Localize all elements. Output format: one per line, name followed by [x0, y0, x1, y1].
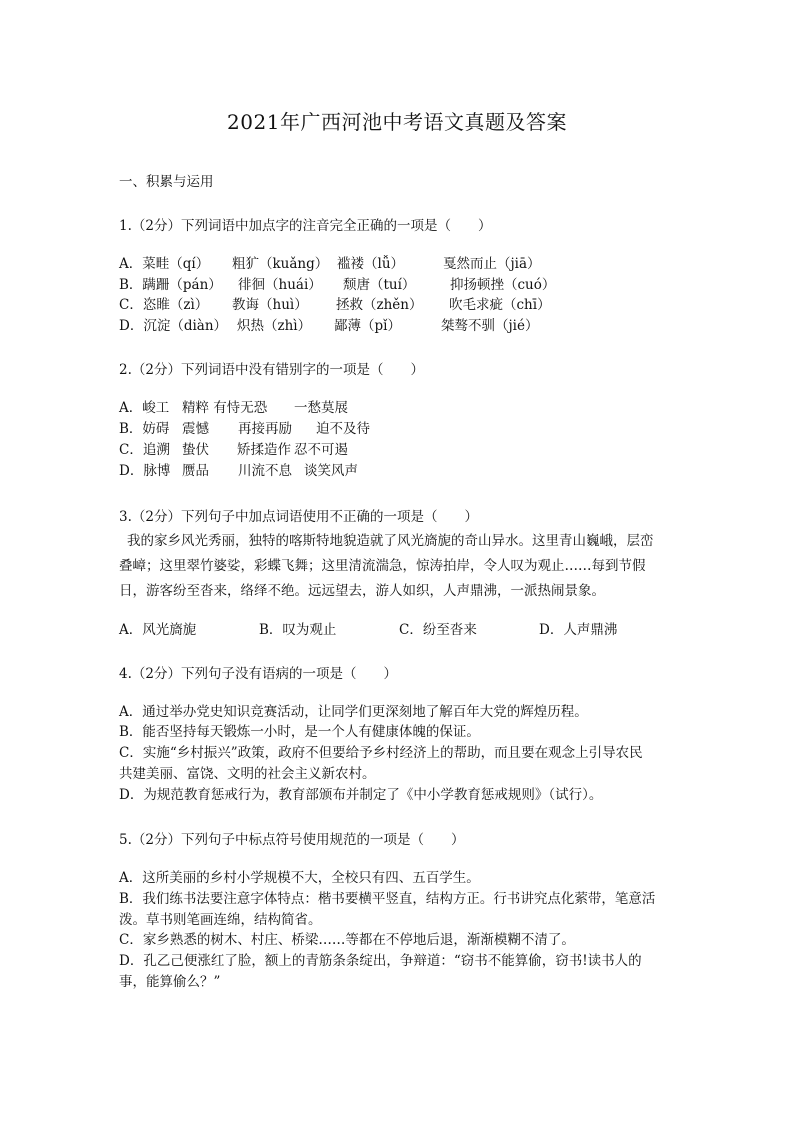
q1-option-a-2: 粗犷（kuǎng）: [232, 256, 329, 272]
q1-option-b-3: 颓唐（tuí）: [343, 277, 416, 293]
q5-option-d-line-1: D．孔乙己便涨红了脸，额上的青筋条条绽出，争辩道：“窃书不能算偷，窃书!读书人的: [119, 953, 642, 969]
q2-option-a-3: 一愁莫展: [294, 400, 348, 416]
q4-option-d: D．为规范教育惩戒行为，教育部颁布并制定了《中小学教育惩戒规则》（试行）。: [119, 787, 603, 803]
q3-passage-line-3: 日，游客纷至沓来，络绎不绝。远远望去，游人如织，人声鼎沸，一派热闹景象。: [119, 583, 605, 599]
q3-option-c: C．纷至沓来: [399, 622, 477, 638]
q5-option-c: C．家乡熟悉的树木、村庄、桥梁……等都在不停地后退，渐渐模糊不清了。: [119, 932, 575, 948]
q2-option-c-1: C．追溯: [119, 442, 170, 458]
question-1-stem: 1.（2分）下列词语中加点字的注音完全正确的一项是（ ）: [119, 218, 492, 234]
q2-option-c-4: 忍不可遏: [294, 442, 348, 458]
q1-option-d-1: D．沉淀（diàn）: [119, 318, 228, 334]
q4-option-b: B．能否坚持每天锻炼一小时，是一个人有健康体魄的保证。: [119, 724, 480, 740]
q3-option-b: B．叹为观止: [259, 622, 337, 638]
q2-option-a-2: 精粹 有恃无恐: [182, 400, 268, 416]
q1-option-c-4: 吹毛求疵（chī）: [449, 297, 551, 313]
q2-option-c-2: 蛰伏: [182, 442, 209, 458]
question-3-stem: 3.（2分）下列句子中加点词语使用不正确的一项是（ ）: [119, 509, 478, 525]
question-4-stem: 4.（2分）下列句子没有语病的一项是（ ）: [119, 666, 397, 682]
section-heading: 一、积累与运用: [119, 174, 214, 190]
q2-option-d-1: D．脉博: [119, 463, 171, 479]
q2-option-b-3: 再接再励: [238, 421, 292, 437]
q3-passage-line-2: 叠嶂；这里翠竹婆娑，彩蝶飞舞；这里清流湍急，惊涛拍岸，令人叹为观止……每到节假: [119, 558, 646, 574]
q3-passage-line-1: 我的家乡风光秀丽，独特的喀斯特地貌造就了风光旖旎的奇山异水。这里青山巍峨，层峦: [127, 533, 654, 549]
q1-option-a-1: A．菜畦（qí）: [119, 256, 210, 272]
q2-option-d-2: 赝品: [182, 463, 209, 479]
q5-option-b-line-2: 泼。草书则笔画连绵，结构简省。: [119, 912, 322, 928]
q1-option-d-3: 鄙薄（pǐ）: [334, 318, 401, 334]
q1-option-b-2: 徘徊（huái）: [238, 277, 322, 293]
q5-option-a: A．这所美丽的乡村小学规模不大，全校只有四、五百学生。: [119, 870, 480, 886]
q1-option-c-2: 教诲（huì）: [232, 297, 308, 313]
q1-option-d-4: 桀骜不驯（jié）: [441, 318, 539, 334]
q2-option-b-2: 震憾: [182, 421, 209, 437]
q1-option-b-4: 抑扬顿挫（cuó）: [450, 277, 556, 293]
q5-option-d-line-2: 事，能算偷么？”: [119, 974, 221, 990]
q2-option-d-4: 谈笑风声: [304, 463, 358, 479]
q5-option-b-line-1: B．我们练书法要注意字体特点：楷书要横平竖直，结构方正。行书讲究点化萦带，笔意活: [119, 891, 656, 907]
q3-option-d: D．人声鼎沸: [539, 622, 618, 638]
q2-option-d-3: 川流不息: [238, 463, 292, 479]
q2-option-a-1: A．峻工: [119, 400, 170, 416]
q1-option-c-3: 拯救（zhěn）: [336, 297, 423, 313]
page-title: 2021年广西河池中考语文真题及答案: [227, 110, 567, 134]
q2-option-b-4: 迫不及待: [316, 421, 370, 437]
q1-option-c-1: C．恣睢（zì）: [119, 297, 209, 313]
q1-option-a-3: 褴褛（lǚ）: [337, 256, 405, 272]
q2-option-b-1: B．妨碍: [119, 421, 170, 437]
question-5-stem: 5.（2分）下列句子中标点符号使用规范的一项是（ ）: [119, 832, 465, 848]
q3-option-a: A．风光旖旎: [119, 622, 197, 638]
q1-option-b-1: B．蹒跚（pán）: [119, 277, 222, 293]
q4-option-a: A．通过举办党史知识竞赛活动，让同学们更深刻地了解百年大党的辉煌历程。: [119, 704, 588, 720]
question-2-stem: 2.（2分）下列词语中没有错别字的一项是（ ）: [119, 362, 424, 378]
q4-option-c-line-2: 共建美丽、富饶、文明的社会主义新农村。: [119, 766, 376, 782]
q1-option-d-2: 炽热（zhì）: [237, 318, 312, 334]
q4-option-c-line-1: C．实施“乡村振兴”政策，政府不但要给予乡村经济上的帮助，而且要在观念上引导农民: [119, 745, 643, 761]
q1-option-a-4: 戛然而止（jiā）: [443, 256, 541, 272]
q2-option-c-3: 矫揉造作: [237, 442, 291, 458]
